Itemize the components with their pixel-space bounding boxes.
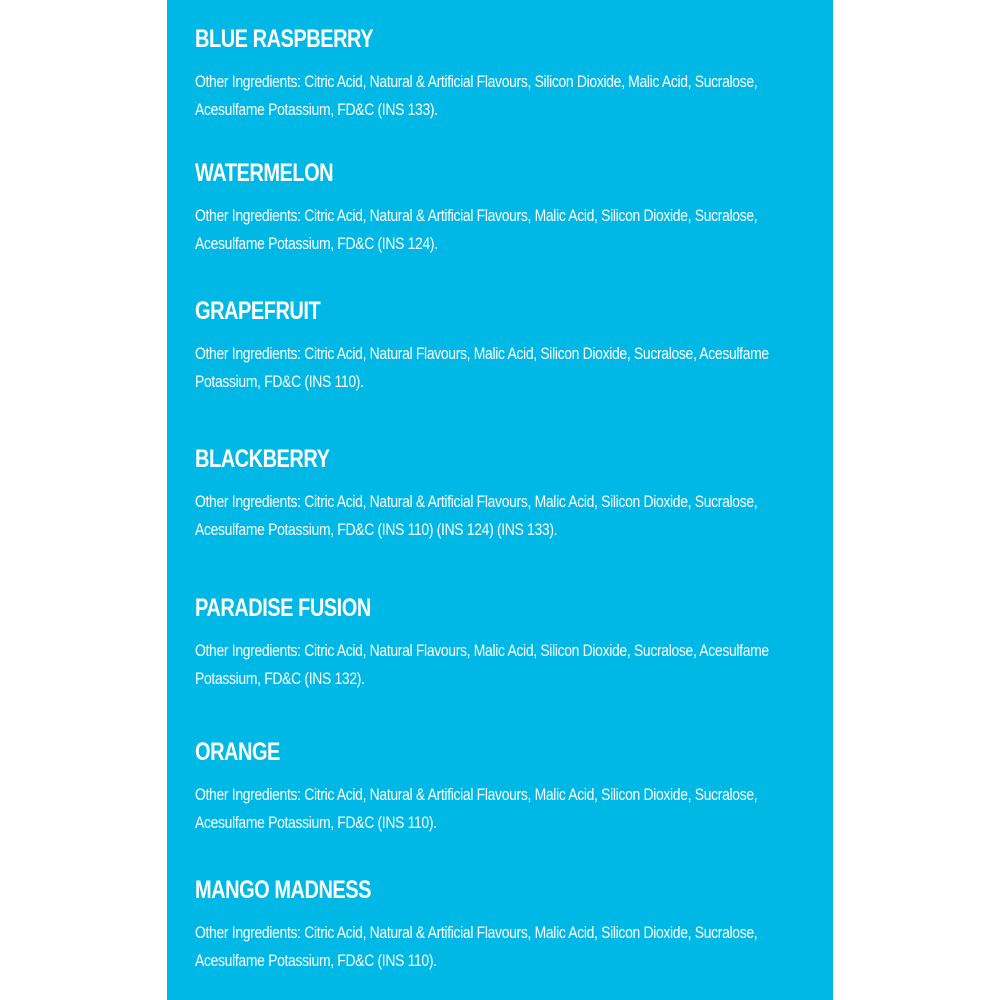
flavor-ingredients: Other Ingredients: Citric Acid, Natural & Artificial Flavours, Malic Acid, Silicon Dioxide, Sucralose, Acesulfame Potassium, FD&C (INS 110). [195,785,758,832]
flavor-ingredients: Other Ingredients: Citric Acid, Natural & Artificial Flavours, Malic Acid, Silicon Dioxide, Sucralose, Acesulfame Potassium, FD&C (INS 110). [195,923,758,970]
flavor-grapefruit [195,297,820,396]
flavor-ingredients: Other Ingredients: Citric Acid, Natural Flavours, Malic Acid, Silicon Dioxide, Sucralose, Acesulfame Potassium, FD&C (INS 132). [195,641,769,688]
flavor-ingredients: Other Ingredients: Citric Acid, Natural & Artificial Flavours, Malic Acid, Silicon Dioxide, Sucralose, Acesulfame Potassium, FD&C (INS 124). [195,206,758,253]
flavor-name: WATERMELON [195,159,334,187]
flavor-orange [195,738,820,837]
flavor-name: BLUE RASPBERRY [195,25,374,53]
flavor-name: GRAPEFRUIT [195,297,321,325]
flavor-ingredients: Other Ingredients: Citric Acid, Natural & Artificial Flavours, Malic Acid, Silicon Dioxide, Sucralose, Acesulfame Potassium, FD&C (INS 110) (INS 124) (INS 133). [195,492,758,539]
flavor-blackberry [195,445,820,544]
flavor-blue-raspberry [195,25,820,124]
flavor-name: MANGO MADNESS [195,876,371,904]
flavor-name: BLACKBERRY [195,445,330,473]
flavor-watermelon [195,159,820,258]
flavor-name: ORANGE [195,738,280,766]
ingredients-panel [167,0,833,1000]
flavor-ingredients: Other Ingredients: Citric Acid, Natural & Artificial Flavours, Silicon Dioxide, Malic Acid, Sucralose, Acesulfame Potassium, FD&C (INS 133). [195,72,758,119]
flavor-ingredients: Other Ingredients: Citric Acid, Natural Flavours, Malic Acid, Silicon Dioxide, Sucralose, Acesulfame Potassium, FD&C (INS 110). [195,344,769,391]
flavor-mango-madness [195,876,820,975]
flavor-name: PARADISE FUSION [195,594,371,622]
flavor-paradise-fusion [195,594,820,693]
